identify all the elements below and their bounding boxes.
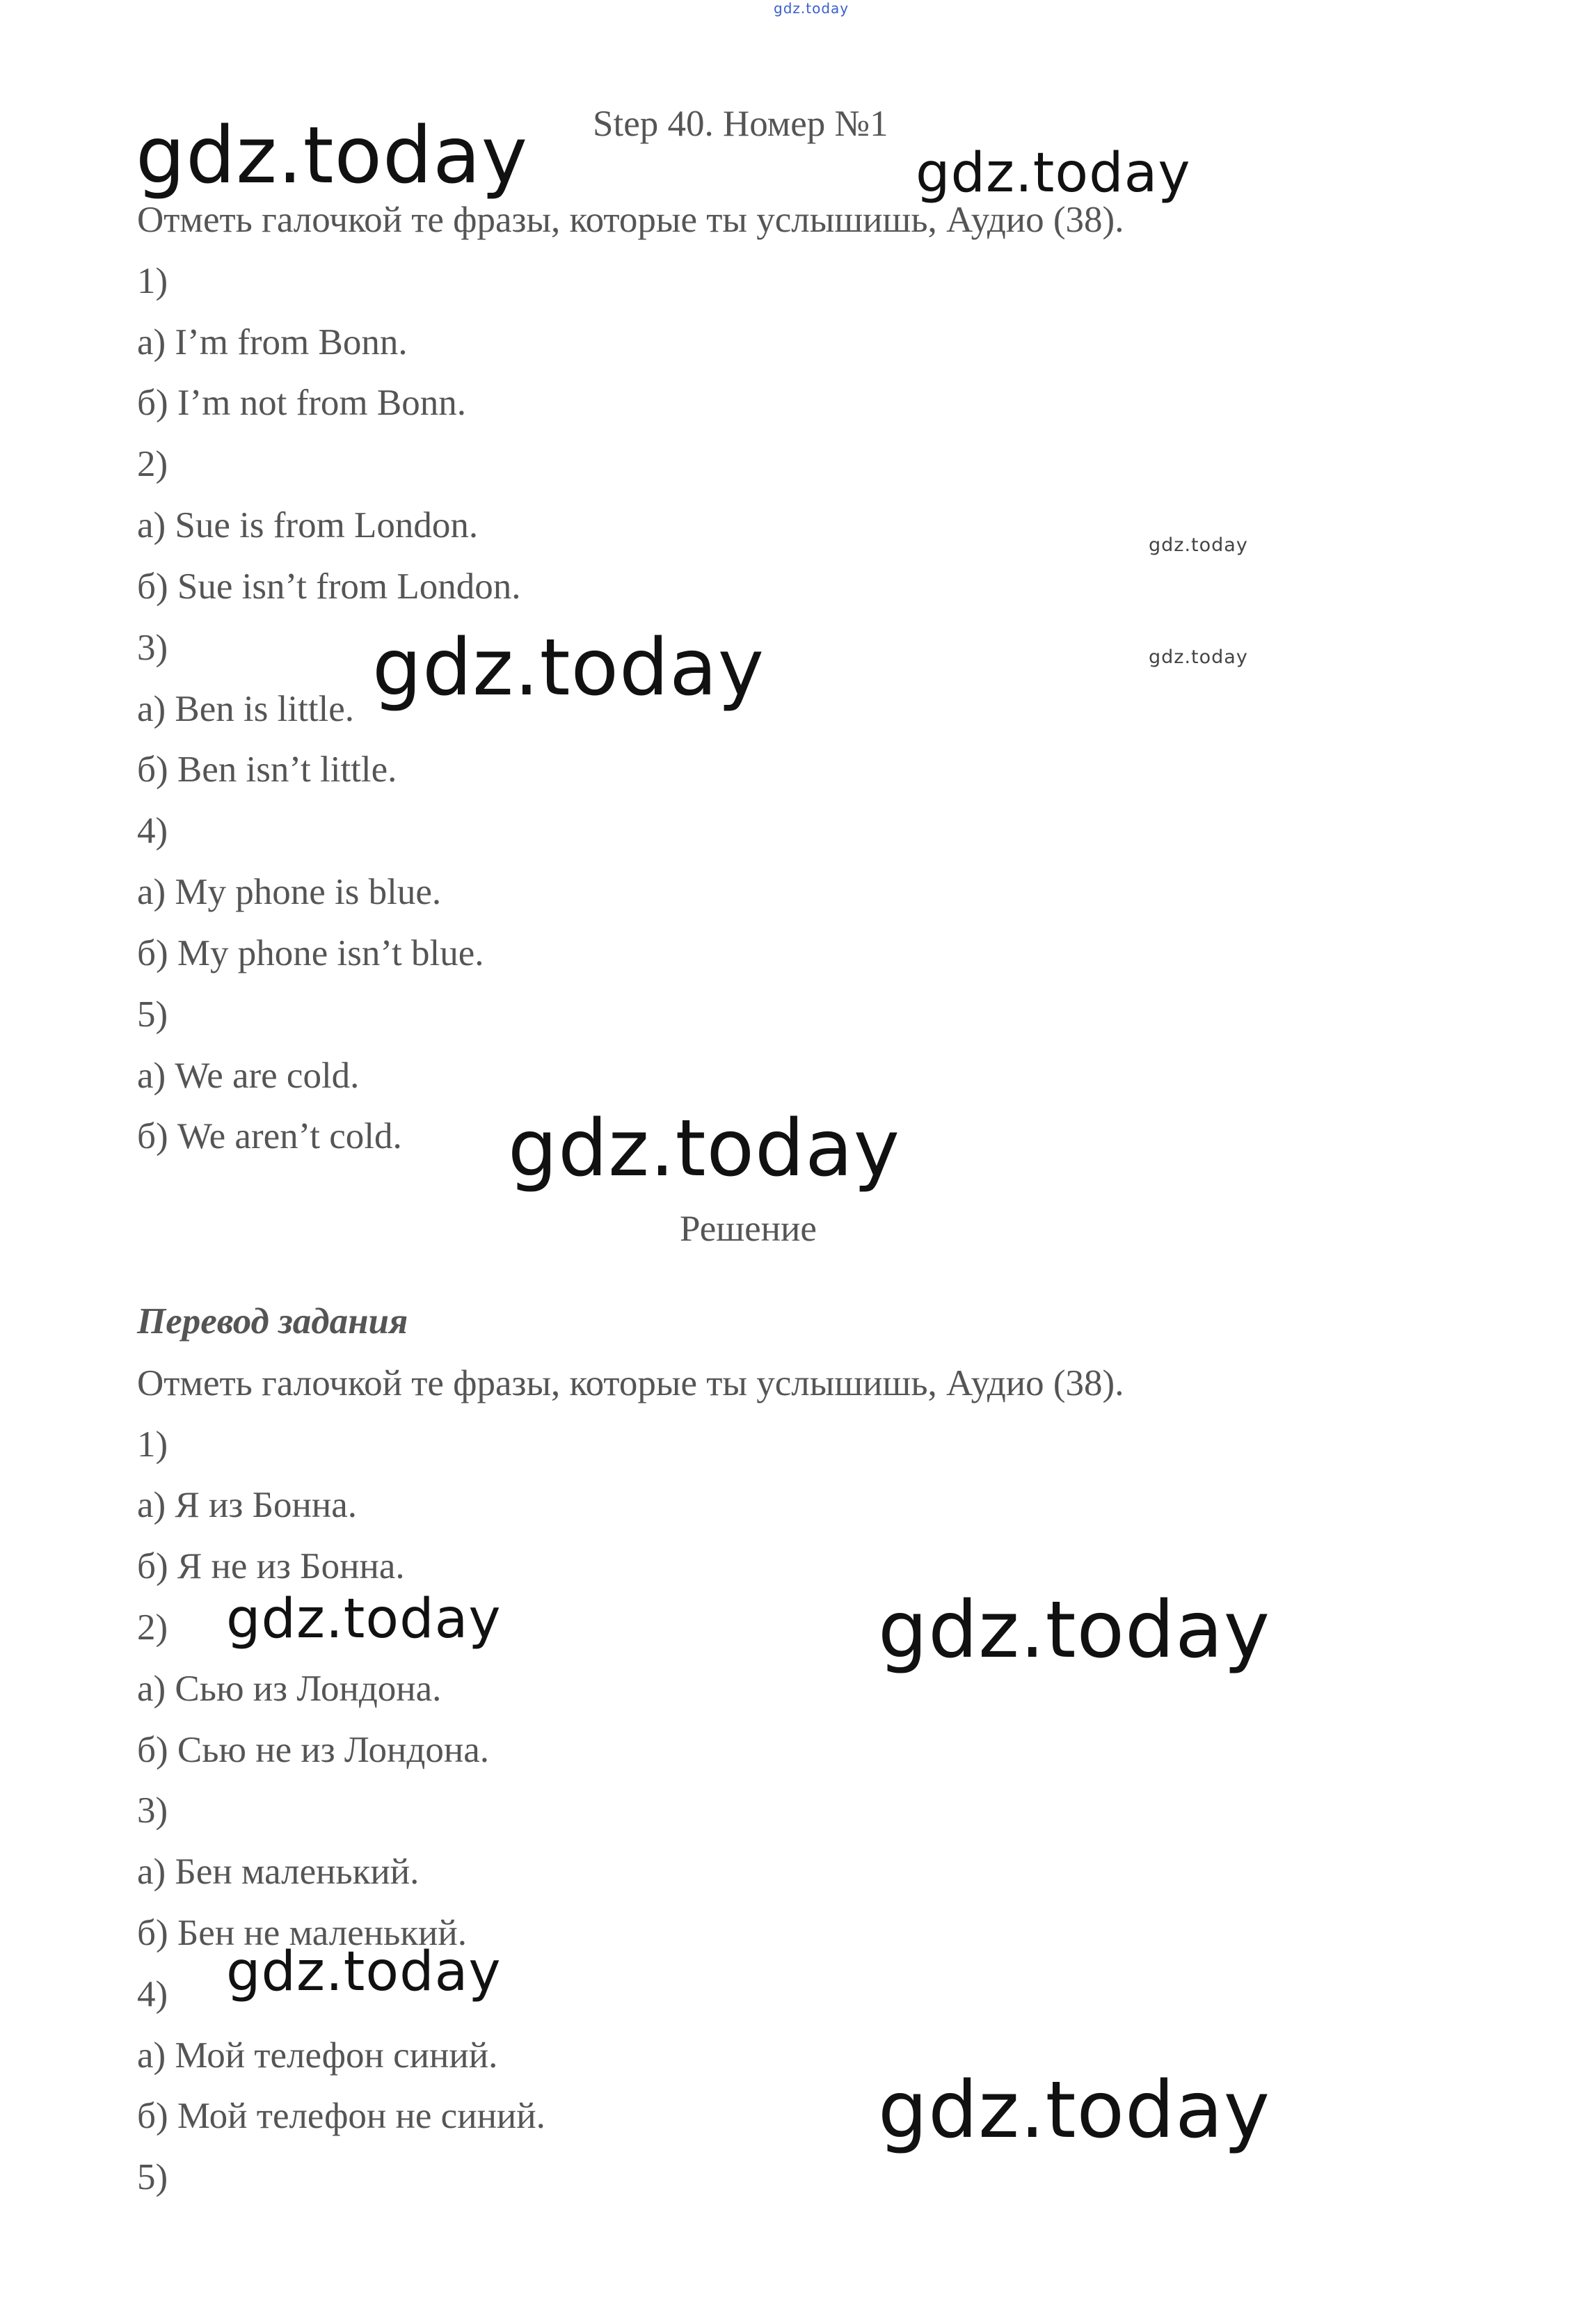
task-item-1-number: 1) <box>137 261 168 301</box>
task-item-3-option-b: б) Ben isn’t little. <box>137 749 397 790</box>
task-item-2-option-b: б) Sue isn’t from London. <box>137 566 521 607</box>
task-item-2-option-a: а) Sue is from London. <box>137 505 479 546</box>
task-item-1-option-a: а) I’m from Bonn. <box>137 322 408 363</box>
watermark-medium-3: gdz.today <box>226 1941 502 2003</box>
translation-item-5-number: 5) <box>137 2157 168 2197</box>
translation-item-2-number: 2) <box>137 1607 168 1648</box>
task-item-3-number: 3) <box>137 628 168 668</box>
translation-item-4-option-b: б) Мой телефон не синий. <box>137 2096 545 2136</box>
translation-item-2-option-a: а) Сью из Лондона. <box>137 1669 442 1709</box>
task-item-1-option-b: б) I’m not from Bonn. <box>137 383 466 423</box>
translation-item-2-option-b: б) Сью не из Лондона. <box>137 1730 490 1770</box>
watermark-large-2: gdz.today <box>372 623 765 713</box>
watermark-large-3: gdz.today <box>508 1104 901 1194</box>
page-title: Step 40. Номер №1 <box>593 104 888 144</box>
translation-item-4-number: 4) <box>137 1974 168 2014</box>
translation-item-1-number: 1) <box>137 1424 168 1465</box>
watermark-small-2: gdz.today <box>1149 646 1248 668</box>
translation-instruction: Отметь галочкой те фразы, которые ты услышишь, Аудио (38). <box>137 1363 1124 1403</box>
task-item-4-number: 4) <box>137 811 168 851</box>
translation-heading: Перевод задания <box>137 1301 408 1342</box>
task-item-5-number: 5) <box>137 994 168 1035</box>
translation-item-3-number: 3) <box>137 1790 168 1831</box>
watermark-large-1: gdz.today <box>136 111 529 201</box>
task-item-3-option-a: а) Ben is little. <box>137 689 355 729</box>
translation-item-4-option-a: а) Мой телефон синий. <box>137 2035 498 2076</box>
solution-heading: Решение <box>680 1209 817 1249</box>
watermark-large-5: gdz.today <box>878 2065 1271 2156</box>
task-item-4-option-b: б) My phone isn’t blue. <box>137 933 484 973</box>
task-item-5-option-b: б) We aren’t cold. <box>137 1116 402 1156</box>
watermark-large-4: gdz.today <box>878 1585 1271 1676</box>
task-item-4-option-a: а) My phone is blue. <box>137 872 442 912</box>
watermark-small-1: gdz.today <box>1149 534 1248 556</box>
watermark-medium-1: gdz.today <box>916 142 1191 205</box>
task-instruction: Отметь галочкой те фразы, которые ты услышишь, Аудио (38). <box>137 200 1124 240</box>
translation-item-1-option-b: б) Я не из Бонна. <box>137 1546 405 1586</box>
translation-item-1-option-a: а) Я из Бонна. <box>137 1485 358 1525</box>
task-item-2-number: 2) <box>137 444 168 484</box>
watermark-medium-2: gdz.today <box>226 1588 502 1650</box>
watermark-top: gdz.today <box>774 0 849 17</box>
task-item-5-option-a: а) We are cold. <box>137 1056 360 1096</box>
translation-item-3-option-a: а) Бен маленький. <box>137 1852 420 1892</box>
translation-item-3-option-b: б) Бен не маленький. <box>137 1913 467 1953</box>
